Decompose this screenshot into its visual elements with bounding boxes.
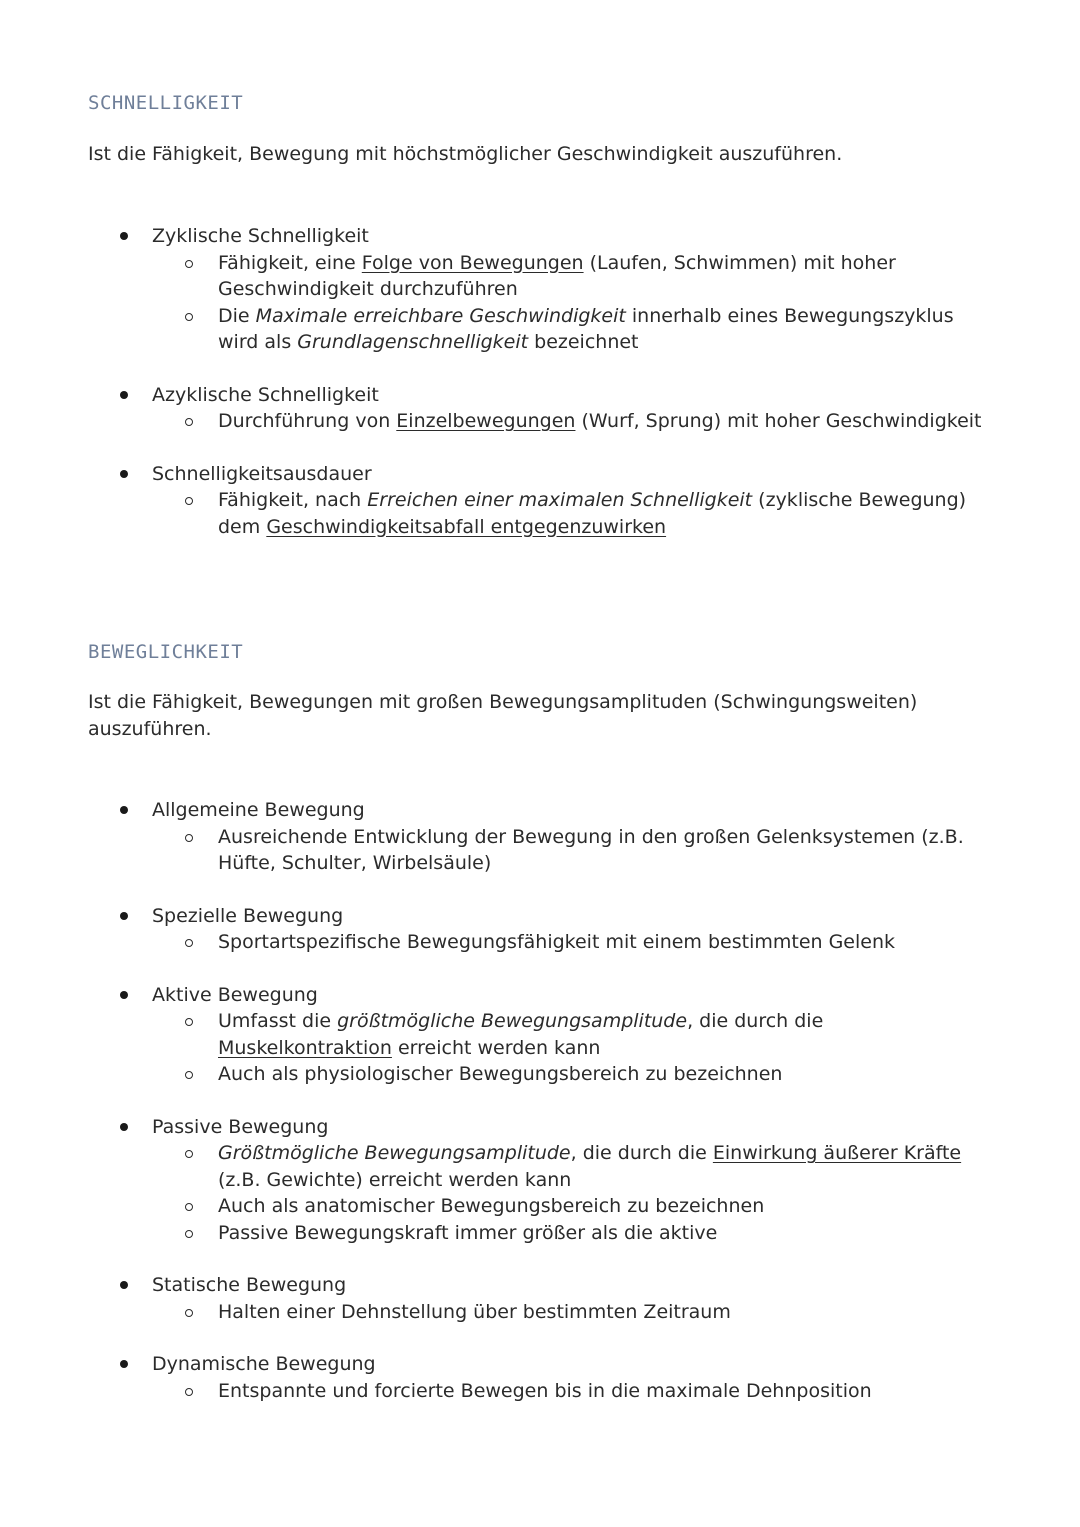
sub-list-item <box>0 1220 1080 1247</box>
bullet-circle-icon <box>185 1203 193 1211</box>
underlined-term: Einwirkung äußerer Kräfte <box>712 1142 962 1164</box>
list-item <box>0 1351 1080 1404</box>
list-item <box>0 1114 1080 1247</box>
bullet-circle-icon <box>185 1018 193 1026</box>
bullet-dot-icon <box>120 991 128 999</box>
list-beweglichkeit <box>0 797 1080 1430</box>
sub-list-item <box>0 1061 1080 1088</box>
sub-list <box>0 929 1080 956</box>
bullet-dot-icon <box>120 1281 128 1289</box>
list-item-label: Passive Bewegung <box>152 1115 329 1138</box>
list-item <box>0 382 1080 435</box>
bullet-circle-icon <box>185 1150 193 1158</box>
sub-list-item <box>0 250 1080 303</box>
list-schnelligkeit <box>0 223 1080 566</box>
sub-list <box>0 824 1080 877</box>
bullet-circle-icon <box>185 939 193 947</box>
sub-item-text: Passive Bewegungskraft immer größer als die aktive <box>218 1221 718 1244</box>
sub-item-text: Die Maximale erreichbare Geschwindigkeit innerhalb eines Bewegungszyklus wird als Grundlagenschnelligkeit bezeichnet <box>218 304 954 353</box>
bullet-list <box>0 223 1080 540</box>
list-item-label: Schnelligkeitsausdauer <box>152 462 372 485</box>
section-title-schnelligkeit: SCHNELLIGKEIT <box>88 92 244 114</box>
italic-term: Größtmögliche Bewegungsamplitude <box>218 1142 571 1164</box>
sub-list-item <box>0 1008 1080 1061</box>
bullet-circle-icon <box>185 260 193 268</box>
sub-item-text: Größtmögliche Bewegungsamplitude, die durch die Einwirkung äußerer Kräfte (z.B. Gewichte) erreicht werden kann <box>218 1142 962 1191</box>
sub-list <box>0 1378 1080 1405</box>
definition-beweglichkeit: Ist die Fähigkeit, Bewegungen mit großen Bewegungsamplituden (Schwingungsweiten) auszuführen. <box>88 691 918 740</box>
sub-item-text: Fähigkeit, nach Erreichen einer maximalen Schnelligkeit (zyklische Bewegung) dem Geschwindigkeitsabfall entgegenzuwirken <box>218 489 967 538</box>
sub-list <box>0 1140 1080 1246</box>
bullet-circle-icon <box>185 497 193 505</box>
list-item <box>0 223 1080 356</box>
sub-item-text: Halten einer Dehnstellung über bestimmten Zeitraum <box>218 1300 731 1323</box>
sub-item-text: Sportartspezifische Bewegungsfähigkeit mit einem bestimmten Gelenk <box>218 931 896 953</box>
bullet-dot-icon <box>120 232 128 240</box>
italic-term: Grundlagenschnelligkeit <box>297 331 529 353</box>
list-item <box>0 1272 1080 1325</box>
sub-list <box>0 1008 1080 1088</box>
sub-item-text: Umfasst die größtmögliche Bewegungsamplitude, die durch die Muskelkontraktion erreicht werden kann <box>218 1010 824 1059</box>
list-item-label: Spezielle Bewegung <box>152 904 344 927</box>
list-item-label: Azyklische Schnelligkeit <box>152 383 379 406</box>
sub-item-text: Auch als anatomischer Bewegungsbereich zu bezeichnen <box>218 1195 765 1217</box>
sub-list-item <box>0 824 1080 877</box>
bullet-dot-icon <box>120 470 128 478</box>
bullet-circle-icon <box>185 313 193 321</box>
underlined-term: Einzelbewegungen <box>396 410 576 432</box>
sub-list-item <box>0 1299 1080 1326</box>
bullet-dot-icon <box>120 1123 128 1131</box>
list-item <box>0 903 1080 956</box>
bullet-dot-icon <box>120 912 128 920</box>
list-item-label: Aktive Bewegung <box>152 983 318 1006</box>
underlined-term: Folge von Bewegungen <box>361 251 584 274</box>
sub-list-item <box>0 303 1080 356</box>
sub-item-text: Entspannte und forcierte Bewegen bis in die maximale Dehnposition <box>218 1379 872 1402</box>
list-item-label: Statische Bewegung <box>152 1274 347 1296</box>
bullet-circle-icon <box>185 1388 193 1396</box>
sub-list <box>0 487 1080 540</box>
underlined-term: Geschwindigkeitsabfall entgegenzuwirken <box>266 515 667 538</box>
list-item-label: Allgemeine Bewegung <box>152 799 365 821</box>
sub-list-item <box>0 408 1080 435</box>
sub-list-item <box>0 929 1080 956</box>
sub-list <box>0 250 1080 356</box>
sub-list-item <box>0 487 1080 540</box>
bullet-list <box>0 797 1080 1404</box>
bullet-dot-icon <box>120 1360 128 1368</box>
bullet-circle-icon <box>185 1071 193 1079</box>
bullet-circle-icon <box>185 1309 193 1317</box>
sub-list-item <box>0 1378 1080 1405</box>
bullet-circle-icon <box>185 1230 193 1238</box>
list-item-label: Dynamische Bewegung <box>152 1353 376 1375</box>
bullet-dot-icon <box>120 806 128 814</box>
sub-item-text: Fähigkeit, eine Folge von Bewegungen (Laufen, Schwimmen) mit hoher Geschwindigkeit durchzuführen <box>218 251 896 300</box>
bullet-circle-icon <box>185 834 193 842</box>
sub-list-item <box>0 1193 1080 1220</box>
list-item-label: Zyklische Schnelligkeit <box>152 225 369 247</box>
sub-item-text: Durchführung von Einzelbewegungen (Wurf, Sprung) mit hoher Geschwindigkeit <box>218 410 982 432</box>
sub-item-text: Auch als physiologischer Bewegungsbereich zu bezeichnen <box>218 1063 783 1085</box>
sub-list <box>0 408 1080 435</box>
sub-list-item <box>0 1140 1080 1193</box>
sub-list <box>0 1299 1080 1326</box>
bullet-dot-icon <box>120 391 128 399</box>
list-item <box>0 797 1080 877</box>
italic-term: Maximale erreichbare Geschwindigkeit <box>255 304 626 327</box>
italic-term: größtmögliche Bewegungsamplitude <box>337 1010 688 1032</box>
underlined-term: Muskelkontraktion <box>218 1036 392 1059</box>
definition-schnelligkeit: Ist die Fähigkeit, Bewegung mit höchstmöglicher Geschwindigkeit auszuführen. <box>88 143 843 165</box>
list-item <box>0 461 1080 541</box>
bullet-circle-icon <box>185 418 193 426</box>
sub-item-text: Ausreichende Entwicklung der Bewegung in den großen Gelenksystemen (z.B. Hüfte, Schulter, Wirbelsäule) <box>218 825 964 874</box>
list-item <box>0 982 1080 1088</box>
italic-term: Erreichen einer maximalen Schnelligkeit <box>367 489 753 511</box>
section-title-beweglichkeit: BEWEGLICHKEIT <box>88 641 244 663</box>
